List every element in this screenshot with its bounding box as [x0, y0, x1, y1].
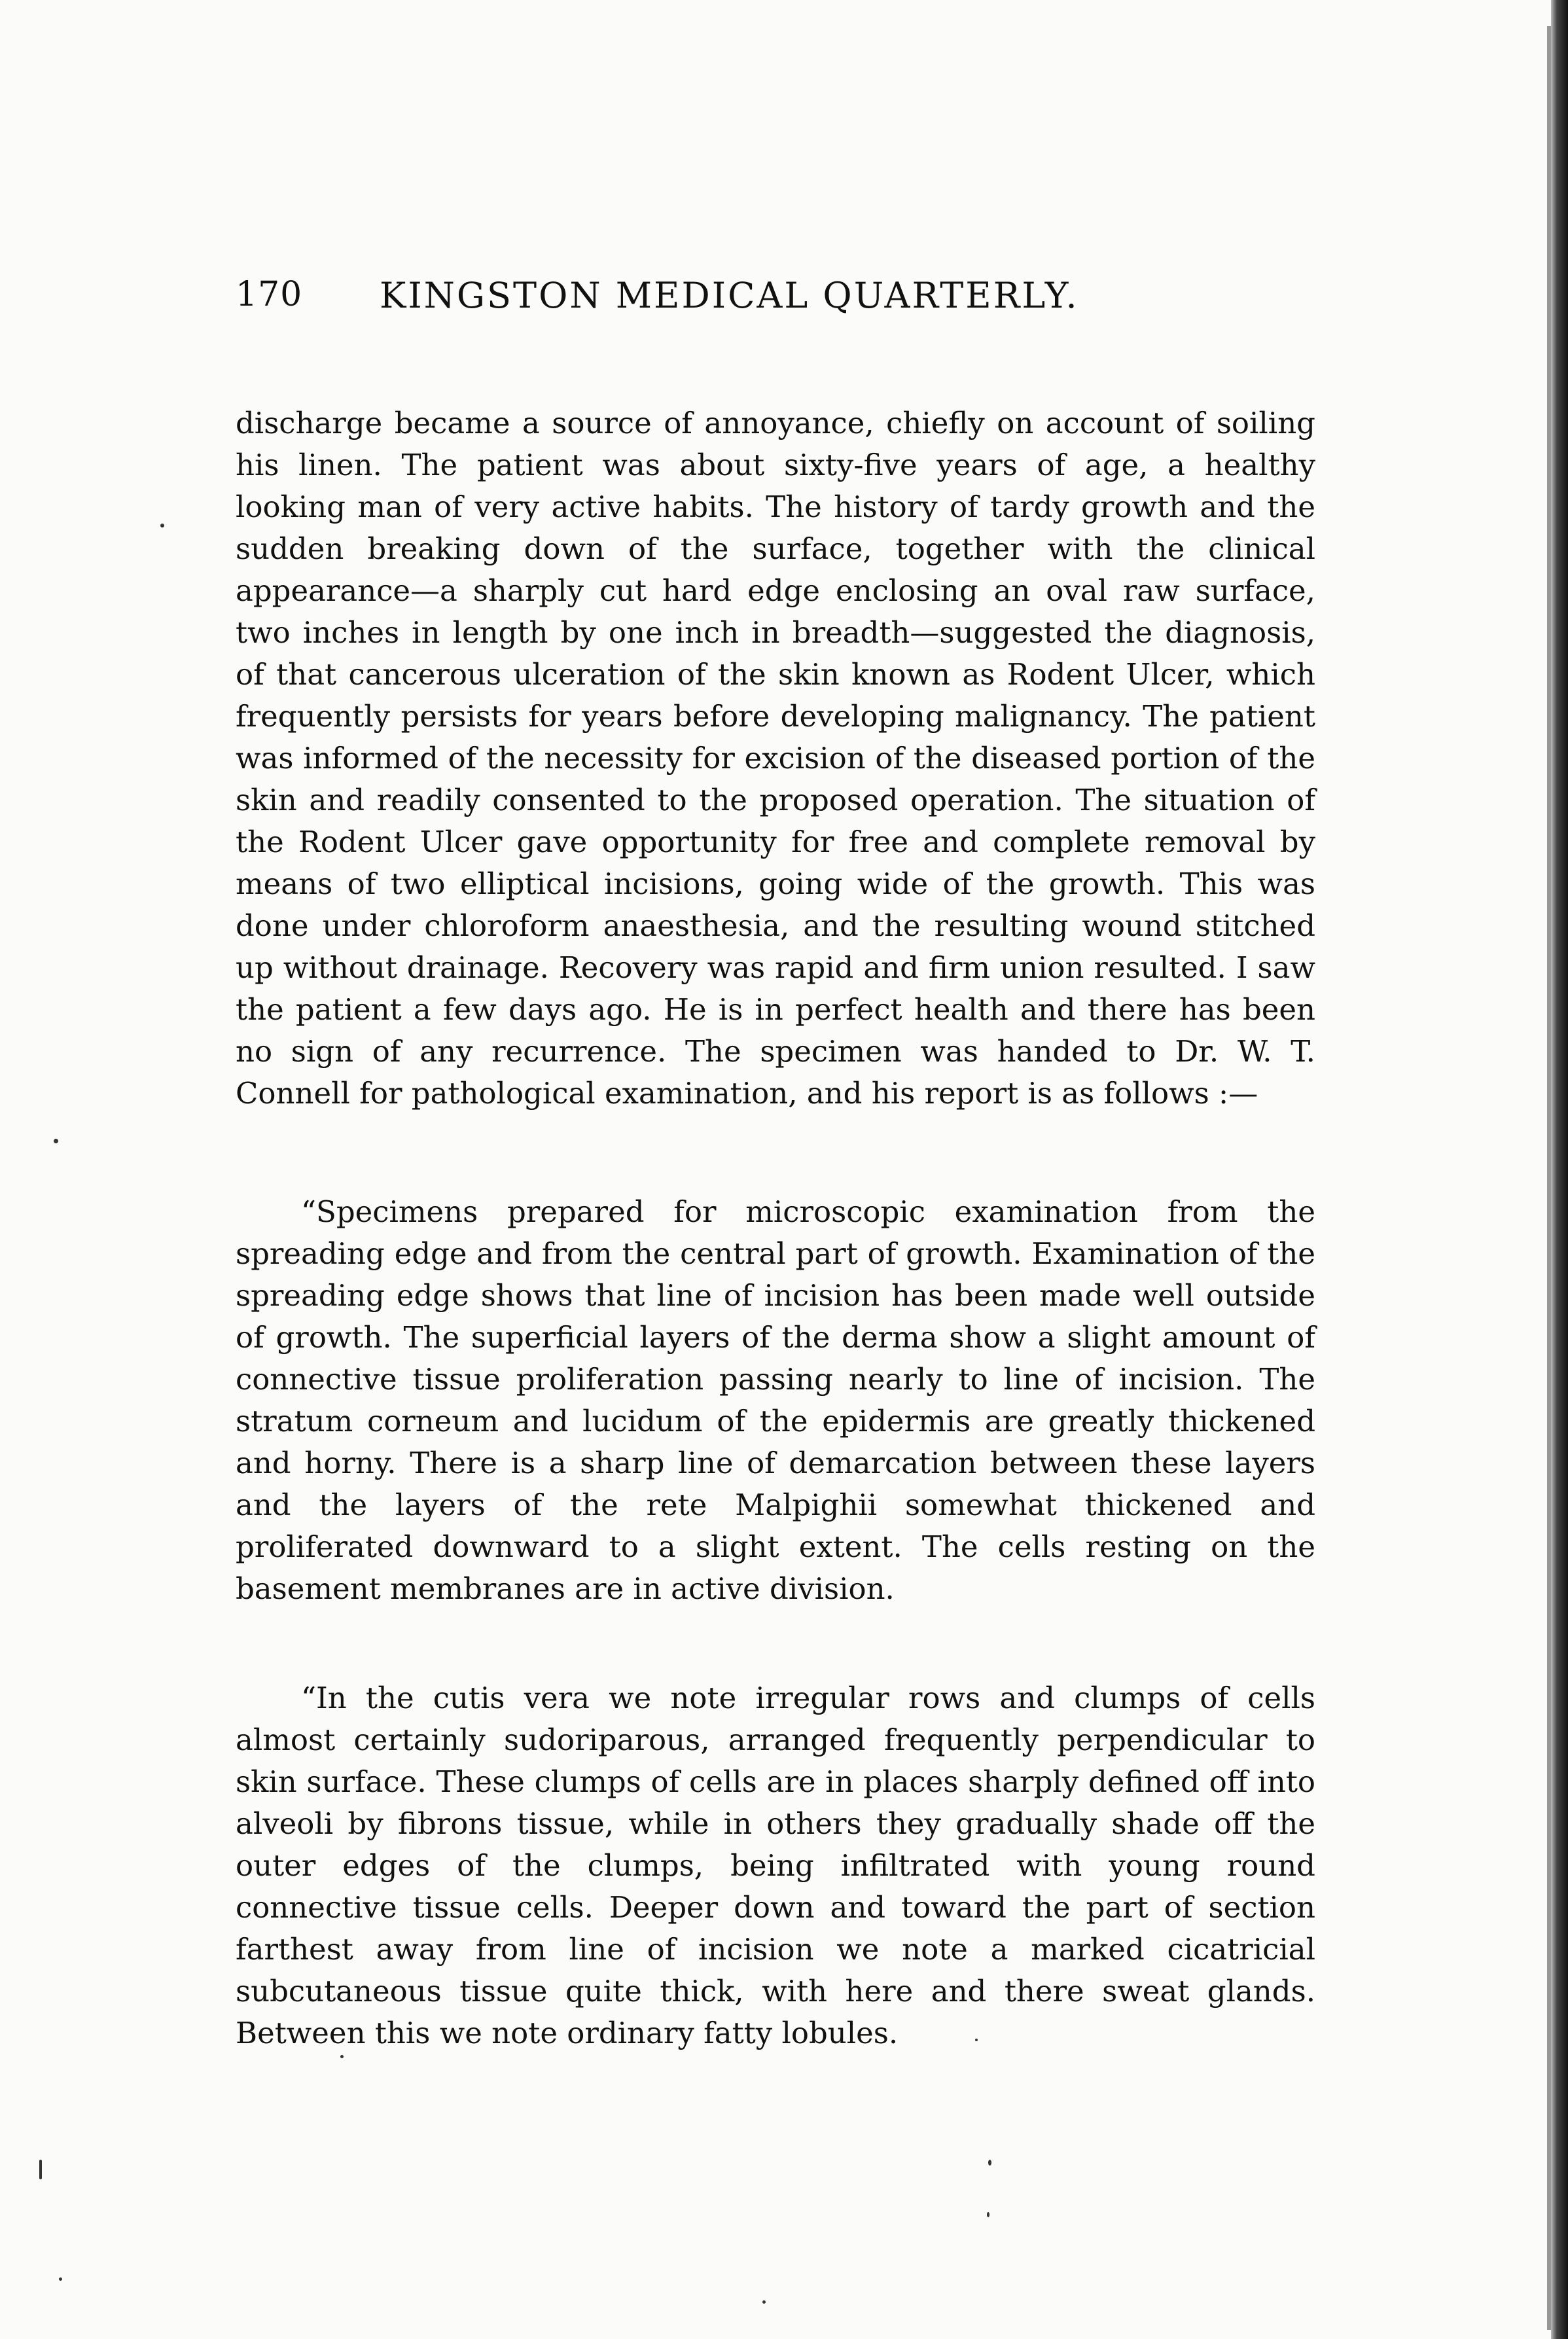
- scan-speck: [762, 2300, 766, 2304]
- scan-speck: [987, 2212, 989, 2217]
- scan-speck: [39, 2160, 42, 2179]
- page-number: 170: [236, 275, 303, 314]
- paragraph-report-cutis-vera: “In the cutis vera we note irregular rows and clumps of cells almost certainly sudoriparous, arranged frequently perpendicular to skin surface. These clumps of cells are in places sharply defined off into alveoli by fibrons tissue, while in others they gradually shade off the outer edges of the clumps, being infiltrated with young round connective tissue cells. Deeper down and toward the part of section farthest away from line of incision we note a marked cicatricial subcutaneous tissue quite thick, with here and there sweat glands. Between this we note ordinary fatty lobules.: [236, 1681, 1315, 2050]
- page-header: [236, 275, 1315, 321]
- scan-speck: [160, 524, 164, 527]
- paragraph-continuation: discharge became a source of annoyance, chiefly on account of soiling his linen. The patient was about sixty-five years of age, a healthy looking man of very active habits. The history of tardy growth and the sudden breaking down of the surface, together with the clinical appearance—a sharply cut hard edge enclosing an oval raw surface, two inches in length by one inch in breadth—suggested the diagnosis, of that cancerous ulceration of the skin known as Rodent Ulcer, which frequently persists for years before developing malignancy. The patient was informed of the necessity for excision of the diseased portion of the skin and readily consented to the proposed operation. The situation of the Rodent Ulcer gave opportunity for free and complete removal by means of two elliptical incisions, going wide of the growth. This was done under chloroform anaesthesia, and the resulting wound stitched up without drainage. Recovery was rapid and firm union resulted. I saw the patient a few days ago. He is in perfect health and there has been no sign of any recurrence. The specimen was handed to Dr. W. T. Connell for pathological examination, and his report is as follows :—: [236, 406, 1315, 1111]
- scan-speck: [59, 2277, 62, 2281]
- paragraph-report-spreading-edge: “Specimens prepared for microscopic examination from the spreading edge and from the central part of growth. Examination of the spreading edge shows that line of incision has been made well outside of growth. The superficial layers of the derma show a slight amount of connective tissue proliferation passing nearly to line of incision. The stratum corneum and lucidum of the epidermis are greatly thickened and horny. There is a sharp line of demarcation between these layers and the layers of the rete Malpighii somewhat thickened and proliferated downward to a slight extent. The cells resting on the basement membranes are in active division.: [236, 1194, 1315, 1606]
- scan-binding-shadow: [1547, 26, 1551, 2330]
- scan-speck: [975, 2039, 978, 2041]
- scan-binding-edge: [1551, 0, 1568, 2339]
- scan-speck: [54, 1139, 58, 1143]
- scan-speck: [988, 2160, 991, 2166]
- running-title: KINGSTON MEDICAL QUARTERLY.: [380, 275, 1079, 316]
- scan-speck: [340, 2055, 344, 2058]
